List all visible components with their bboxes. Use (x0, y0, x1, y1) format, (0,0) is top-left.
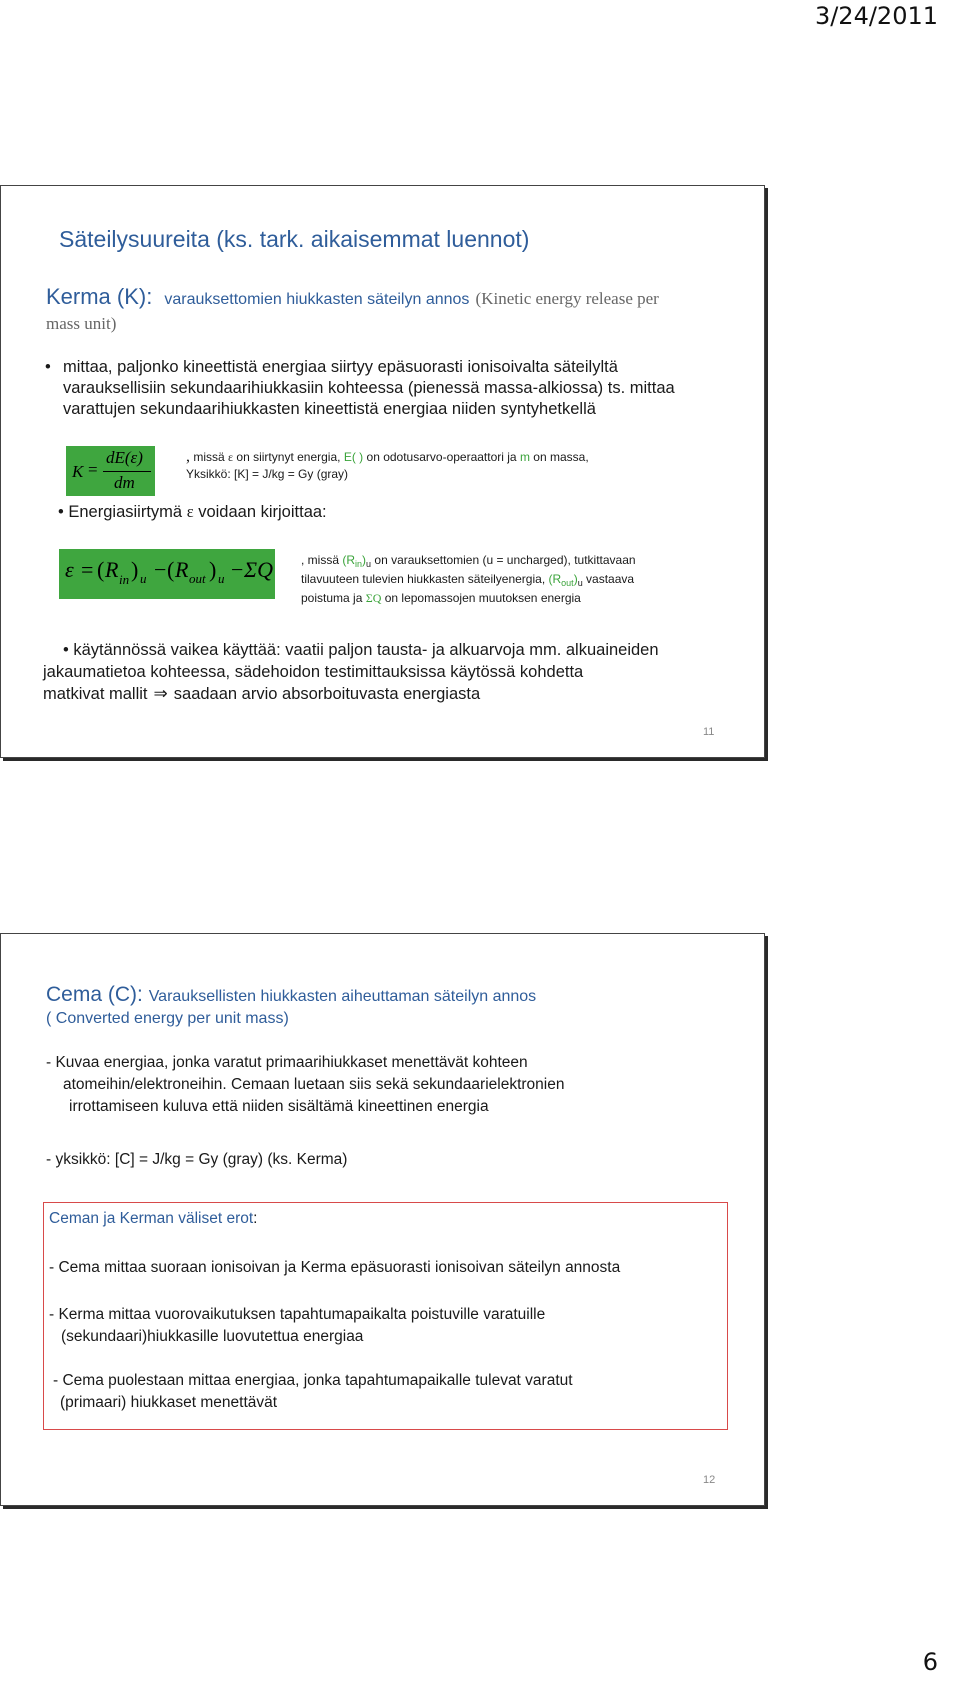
slide-number: 12 (703, 1474, 716, 1486)
difference-item (49, 1304, 545, 1348)
bullet-eps: ε (186, 502, 194, 521)
eq-denominator: dm (114, 473, 135, 492)
difference-line: - Cema puolestaan mittaa energiaa, jonka tapahtumapaikalle tulevat varatut (53, 1372, 573, 1389)
bullet-dot: • (45, 358, 51, 376)
kerma-description: varauksettomien hiukkasten säteilyn annos (164, 291, 470, 308)
difference-line: (sekundaari)hiukkasille luovutettua energiaa (61, 1328, 364, 1345)
kerma-heading (46, 284, 659, 310)
page-date: 3/24/2011 (814, 2, 938, 30)
slide-title: Säteilysuureita (ks. tark. aikaisemmat luennot) (59, 226, 530, 252)
dash-line: atomeihin/elektroneihin. Cemaan luetaan siis sekä sekundaarielektronien (63, 1076, 565, 1093)
eq-paren: ) (131, 557, 139, 582)
eq-paren: ( (97, 557, 105, 582)
difference-item: - Cema mittaa suoraan ionisoivan ja Kerma epäsuorasti ionisoivan säteilyn annosta (49, 1259, 621, 1276)
desc-rin: $(R_{in})$ (342, 553, 367, 569)
kerma-equation-description (186, 448, 746, 483)
dash-line: irrottamiseen kuluva että niiden sisältämä kineettinen energia (69, 1098, 489, 1115)
kerma-english-cont: mass unit) (46, 314, 117, 333)
page-number: 6 (922, 1648, 938, 1676)
bullet-line: varauksellisiin sekundaarihiukkasiin kohteessa (pienessä massa-alkiossa) ts. mittaa (63, 379, 675, 397)
eq-r: R (105, 557, 119, 582)
desc-e-operator: E( ) (343, 450, 364, 464)
kerma-label: Kerma (K): (46, 284, 153, 309)
energy-equation (59, 549, 275, 599)
unit-line: Yksikkö: [K] = J/kg = Gy (gray) (186, 467, 349, 481)
bullet-line: varattujen sekundaarihiukkasten kineettistä energiaa niiden syntyhetkellä (63, 400, 596, 418)
desc-u: u (577, 578, 583, 588)
cema-label: Cema (C): (46, 983, 143, 1006)
cema-dash-item (46, 1052, 746, 1118)
desc-text: on siirtynyt energia, (236, 450, 341, 464)
difference-line: (primaari) hiukkaset menettävät (60, 1394, 278, 1411)
slide-12 (0, 933, 765, 1506)
desc-text: on massa, (533, 450, 589, 464)
eq-r: R (175, 557, 189, 582)
desc-text: missä (193, 450, 225, 464)
cema-english: ( Converted energy per unit mass) (46, 1010, 289, 1027)
desc-sigma-q: ΣQ (365, 591, 382, 605)
bullet-line: jakaumatietoa kohteessa, sädehoidon testimittauksissa käytössä kohdetta (43, 663, 584, 681)
eq-minus: − (154, 557, 167, 582)
eq-minus: − (231, 557, 244, 582)
difference-item (53, 1370, 573, 1414)
differences-title: Ceman ja Kerman väliset erot: (49, 1210, 258, 1227)
desc-m: m (519, 450, 530, 464)
desc-text: , missä (301, 553, 340, 567)
eq-u: u (140, 571, 147, 586)
dash-line: - Kuvaa energiaa, jonka varatut primaarihiukkaset menettävät kohteen (46, 1054, 528, 1071)
eq-equals: = (81, 557, 94, 582)
eq-out: out (189, 571, 206, 586)
cema-heading (46, 983, 536, 1007)
bullet-dot: • (63, 641, 69, 659)
desc-text: on lepomassojen muutoksen energia (384, 591, 581, 605)
bullet-line-3: matkivat mallit ⇒ saadaan arvio absorboituvasta energiasta (43, 684, 481, 703)
slide-number: 11 (703, 726, 715, 738)
eq-numerator: dE(ε) (106, 448, 143, 467)
bullet-line: käytännössä vaikea käyttää: vaatii paljon tausta- ja alkuarvoja mm. alkuaineiden (73, 641, 659, 659)
eq-sigma-q: ΣQ (244, 557, 273, 582)
cema-description: Varauksellisten hiukkasten aiheuttaman säteilyn annos (148, 988, 537, 1005)
eq-in: in (119, 572, 130, 587)
bullet-text: voidaan kirjoittaa: (198, 503, 327, 521)
eq-paren: ( (167, 557, 175, 582)
implies-arrow-icon: ⇒ (153, 684, 168, 703)
difference-line: - Kerma mittaa vuorovaikutuksen tapahtumapaikalta poistuville varatuille (49, 1306, 546, 1323)
bullet-kaytannossa (43, 639, 733, 705)
kerma-equation (66, 446, 155, 496)
desc-comma: , (186, 448, 190, 465)
desc-rout: $(R_{out})$ (548, 572, 578, 588)
desc-text: on odotusarvo-operaattori ja (366, 450, 517, 464)
slide-11 (0, 185, 765, 758)
desc-text: tilavuuteen tulevien hiukkasten säteilyenergia, (301, 572, 546, 586)
bullet-line: mittaa, paljonko kineettistä energiaa siirtyy epäsuorasti ionisoivalta säteilyltä (63, 358, 618, 376)
eq-eps: ε (65, 557, 74, 582)
bullet-dot: • (58, 503, 64, 521)
energy-equation-description (301, 551, 741, 607)
desc-text: poistuma ja (301, 591, 363, 605)
kerma-english: (Kinetic energy release per (475, 289, 659, 308)
fraction-bar (103, 471, 151, 472)
bullet-energiasiirtyma (58, 502, 327, 522)
desc-u: u (366, 559, 372, 569)
bullet-text: Energiasiirtymä (68, 503, 183, 521)
eq-lhs: K (72, 462, 84, 481)
eq-u: u (218, 571, 225, 586)
cema-unit-item: - yksikkö: [C] = J/kg = Gy (gray) (ks. Kerma) (46, 1151, 348, 1168)
differences-box (43, 1202, 728, 1430)
desc-text: on varauksettomien (u = uncharged), tutkittavaan (374, 553, 636, 567)
eq-paren: ) (209, 557, 217, 582)
bullet-kerma (45, 357, 735, 420)
desc-text: vastaava (586, 572, 635, 586)
eq-equals: = (88, 460, 98, 479)
desc-eps: ε (228, 450, 234, 464)
